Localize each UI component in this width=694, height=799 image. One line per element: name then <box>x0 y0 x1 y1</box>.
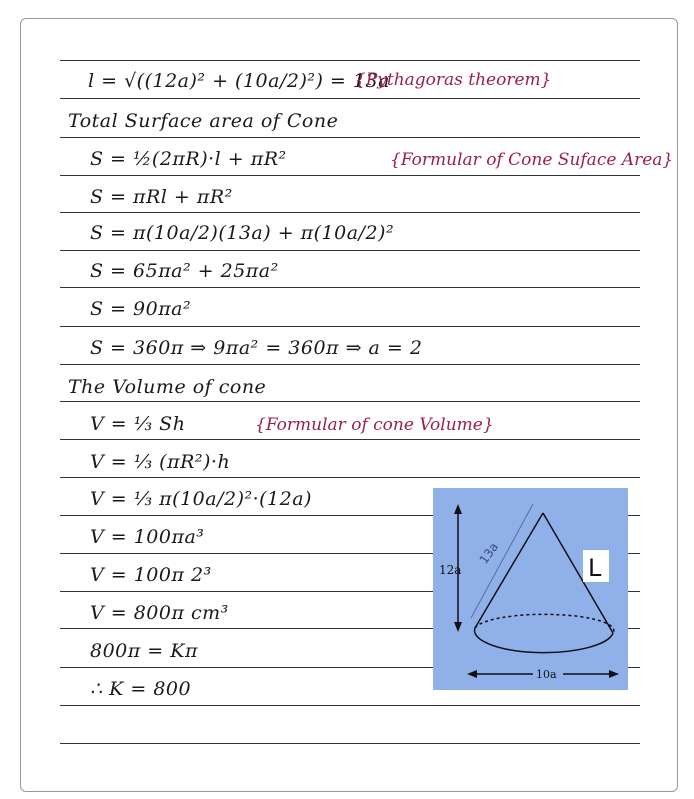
diameter-label: 10a <box>536 668 557 681</box>
ruled-line <box>60 743 640 744</box>
surface-step-3: S = 65πa² + 25πa² <box>90 260 279 282</box>
ruled-line <box>60 401 640 402</box>
ruled-line <box>60 98 640 99</box>
ruled-line <box>60 439 640 440</box>
ruled-line <box>60 212 640 213</box>
slant-height-equation: l = √((12a)² + (10a/2)²) = 13a <box>88 70 390 92</box>
slant-box-label: L <box>588 554 602 582</box>
volume-formula: V = ⅓ Sh <box>90 413 186 435</box>
surface-area-heading: Total Surface area of Cone <box>68 110 339 132</box>
volume-step-2: V = ⅓ π(10a/2)²·(12a) <box>90 488 312 510</box>
volume-result: V = 800π cm³ <box>90 602 229 624</box>
ruled-line <box>60 60 640 61</box>
slant-label: 13a <box>476 540 502 567</box>
volume-heading: The Volume of cone <box>68 376 267 398</box>
solve-a-equation: S = 360π ⇒ 9πa² = 360π ⇒ a = 2 <box>90 337 423 359</box>
surface-formula-note: {Formular of Cone Suface Area} <box>390 150 674 170</box>
surface-formula: S = ½(2πR)·l + πR² <box>90 148 287 170</box>
cone-diagram <box>433 488 628 690</box>
volume-step-1: V = ⅓ (πR²)·h <box>90 451 231 473</box>
volume-formula-note: {Formular of cone Volume} <box>255 415 494 435</box>
ruled-line <box>60 364 640 365</box>
k-equation: 800π = Kπ <box>90 640 198 662</box>
volume-step-4: V = 100π 2³ <box>90 564 212 586</box>
surface-step-4: S = 90πa² <box>90 298 192 320</box>
ruled-line <box>60 287 640 288</box>
ruled-line <box>60 326 640 327</box>
volume-step-3: V = 100πa³ <box>90 526 205 548</box>
ruled-line <box>60 250 640 251</box>
ruled-line <box>60 137 640 138</box>
surface-step-1: S = πRl + πR² <box>90 186 233 208</box>
ruled-line <box>60 477 640 478</box>
ruled-line <box>60 705 640 706</box>
surface-step-2: S = π(10a/2)(13a) + π(10a/2)² <box>90 222 395 244</box>
ruled-line <box>60 175 640 176</box>
pythagoras-note: {Pythagoras theorem} <box>355 70 552 90</box>
height-label: 12a <box>439 563 462 577</box>
k-answer: ∴ K = 800 <box>90 678 192 700</box>
